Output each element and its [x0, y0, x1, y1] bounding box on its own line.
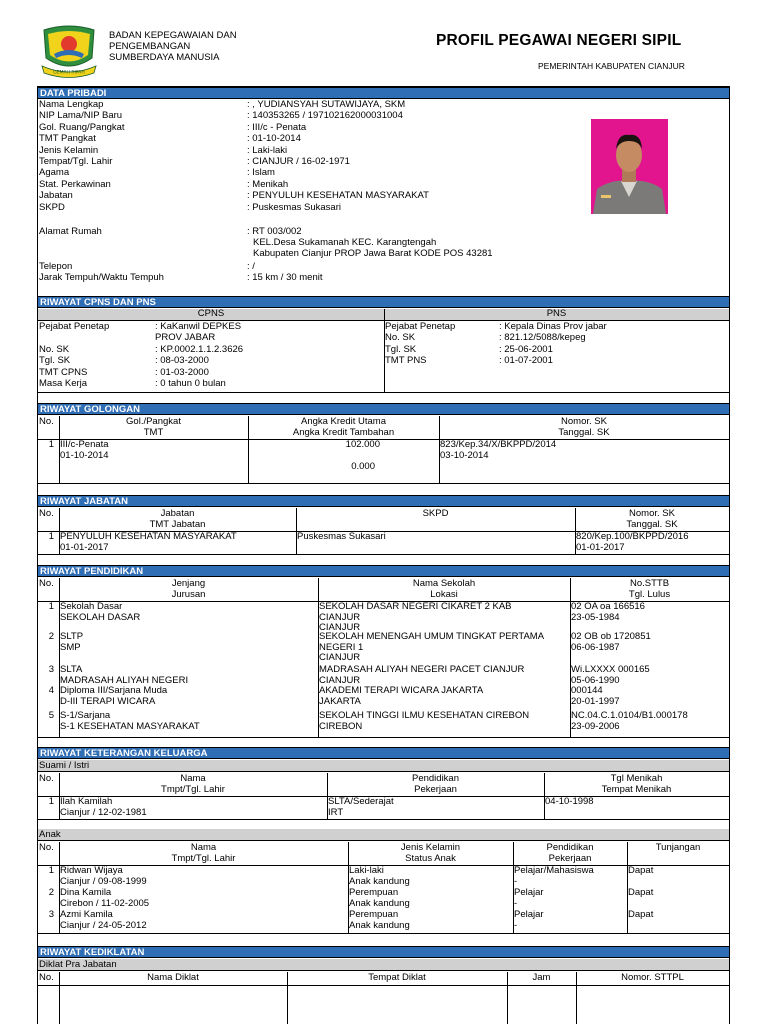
- row-sekolah: SEKOLAH DASAR NEGERI CIKARET 2 KAB: [319, 601, 512, 612]
- field-label: Jabatan: [39, 190, 73, 202]
- row-pekerjaan: IRT: [328, 807, 344, 818]
- field-label: Agama: [39, 167, 70, 179]
- regency-crest-icon: [38, 24, 100, 80]
- row-no: 1: [48, 796, 54, 807]
- row-gol: III/c-Penata: [60, 439, 109, 450]
- field-label: Stat. Perkawinan: [39, 178, 111, 190]
- alamat-line-1: : RT 003/002: [247, 226, 302, 237]
- row-sk-no: 823/Kep.34/X/BKPPD/2014: [440, 439, 557, 450]
- table-rule: [38, 554, 729, 555]
- section-golongan: RIWAYAT GOLONGAN: [38, 403, 729, 415]
- row-pendidikan: Pelajar: [514, 909, 544, 920]
- row-sttb: 000144: [571, 685, 603, 696]
- row-jurusan: SEKOLAH DASAR: [60, 611, 141, 623]
- pns-value: : Kepala Dinas Prov jabar: [499, 321, 607, 332]
- row-sekolah: AKADEMI TERAPI WICARA JAKARTA: [319, 685, 484, 696]
- row-no: 4: [48, 685, 54, 696]
- field-value: : , YUDIANSYAH SUTAWIJAYA, SKM: [247, 99, 406, 110]
- row-lulus: 23-05-1984: [571, 611, 620, 623]
- header-nama: Nama: [190, 842, 217, 853]
- header-status-anak: Status Anak: [405, 853, 456, 864]
- agency-line: PENGEMBANGAN: [109, 41, 191, 52]
- row-pekerjaan: -: [514, 897, 518, 909]
- header-pendidikan: Pendidikan: [411, 773, 459, 784]
- row-lulus: 06-06-1987: [571, 641, 620, 653]
- row-sekolah: SEKOLAH TINGGI ILMU KESEHATAN CIREBON: [319, 710, 530, 721]
- header-gol: Gol./Pangkat: [126, 416, 181, 427]
- pns-header: PNS: [546, 308, 567, 319]
- alamat-line-3: Kabupaten Cianjur PROP Jawa Barat KODE POS 43281: [253, 248, 493, 259]
- page-title: PROFIL PEGAWAI NEGERI SIPIL: [436, 32, 682, 49]
- row-jurusan: SMP: [60, 641, 81, 653]
- row-status-anak: Anak kandung: [349, 919, 410, 931]
- row-sekolah: CIANJUR: [319, 622, 361, 633]
- field-value: : Puskesmas Sukasari: [247, 201, 341, 213]
- row-nama: Azmi Kamila: [60, 909, 113, 920]
- row-jenjang: Diploma III/Sarjana Muda: [60, 685, 168, 696]
- agency-line: SUMBERDAYA MANUSIA: [109, 52, 220, 63]
- cpns-value: : 08-03-2000: [155, 355, 209, 367]
- field-label: Gol. Ruang/Pangkat: [39, 121, 125, 133]
- header-lahir: Tmpt/Tgl. Lahir: [171, 853, 236, 864]
- row-sk-tgl: 03-10-2014: [440, 450, 489, 461]
- header-no: No.: [39, 842, 54, 853]
- diklat-pra-jabatan-label: Diklat Pra Jabatan: [38, 959, 729, 971]
- row-sk-no: 820/Kep.100/BKPPD/2016: [576, 531, 689, 542]
- row-jenjang: Sekolah Dasar: [60, 601, 123, 612]
- row-status-anak: Anak kandung: [349, 875, 410, 887]
- cpns-value: : 0 tahun 0 bulan: [155, 378, 226, 389]
- agency-line: BADAN KEPEGAWAIAN DAN: [109, 30, 237, 41]
- cpns-header: CPNS: [197, 308, 225, 319]
- alamat-line-2: KEL.Desa Sukamanah KEC. Karangtengah: [253, 237, 437, 248]
- row-pekerjaan: -: [514, 919, 518, 931]
- row-sekolah: SEKOLAH MENENGAH UMUM TINGKAT PERTAMA: [319, 631, 545, 642]
- row-jenis-kelamin: Perempuan: [349, 887, 399, 898]
- row-lulus: 23-09-2006: [571, 720, 620, 732]
- header-nama-diklat: Nama Diklat: [147, 972, 199, 983]
- cpns-value: : 01-03-2000: [155, 366, 209, 378]
- header-jurusan: Jurusan: [171, 589, 206, 600]
- cpns-label: Masa Kerja: [39, 378, 88, 389]
- cpns-value: : KaKanwil DEPKES: [155, 321, 242, 332]
- header-skpd: SKPD: [422, 508, 449, 519]
- header-tmt-jabatan: TMT Jabatan: [149, 519, 206, 530]
- header-jenjang: Jenjang: [171, 578, 206, 589]
- header-sk-tgl: Tanggal. SK: [626, 519, 678, 530]
- row-tunjangan: Dapat: [628, 909, 654, 920]
- cpns-label: Tgl. SK: [39, 355, 71, 367]
- agency-name: [109, 30, 237, 63]
- page-subtitle: PEMERINTAH KABUPATEN CIANJUR: [538, 61, 685, 71]
- document-header: [0, 0, 768, 82]
- telepon-label: Telepon: [39, 261, 73, 272]
- header-tgl-menikah: Tgl Menikah: [610, 773, 663, 784]
- row-no: 1: [48, 601, 54, 612]
- header-sttpl: Nomor. STTPL: [621, 972, 684, 983]
- pns-label: TMT PNS: [385, 355, 427, 367]
- header-sk-no: Nomor. SK: [629, 508, 675, 519]
- row-sttb: 02 OB ob 1720851: [571, 631, 651, 642]
- table-rule: [38, 933, 729, 934]
- section-kediklatan: RIWAYAT KEDIKLATAN: [38, 946, 729, 958]
- header-lulus: Tgl. Lulus: [628, 589, 671, 600]
- row-lulus: 20-01-1997: [571, 695, 620, 707]
- header-tunjangan: Tunjangan: [655, 842, 701, 853]
- row-lahir: Cianjur / 24-05-2012: [60, 919, 147, 931]
- row-ak-tambahan: 0.000: [351, 461, 375, 472]
- header-pekerjaan: Pekerjaan: [548, 853, 592, 864]
- row-sttb: 02 OA oa 166516: [571, 601, 645, 612]
- header-jenis-kelamin: Jenis Kelamin: [400, 842, 461, 853]
- row-nama: Dina Kamila: [60, 887, 112, 898]
- field-value: : Islam: [247, 167, 275, 179]
- pns-label: No. SK: [385, 332, 416, 344]
- header-sekolah: Nama Sekolah: [412, 578, 476, 589]
- header-tempat-diklat: Tempat Diklat: [368, 972, 426, 983]
- row-no: 5: [48, 710, 54, 721]
- telepon-value: : /: [247, 261, 255, 272]
- row-jenjang: SLTA: [60, 664, 83, 675]
- header-sk-tgl: Tanggal. SK: [558, 427, 610, 438]
- field-label: Jenis Kelamin: [39, 144, 99, 156]
- section-keluarga: RIWAYAT KETERANGAN KELUARGA: [38, 747, 729, 759]
- field-value: : 140353265 / 197102162000031004: [247, 110, 403, 122]
- field-value: : III/c - Penata: [247, 121, 307, 133]
- row-pendidikan: Pelajar/Mahasiswa: [514, 865, 594, 876]
- row-no: 1: [48, 865, 54, 876]
- header-tempat-menikah: Tempat Menikah: [601, 784, 672, 795]
- header-no: No.: [39, 773, 54, 784]
- field-value: : PENYULUH KESEHATAN MASYARAKAT: [247, 190, 429, 202]
- row-no: 1: [48, 531, 54, 542]
- field-label: Tempat/Tgl. Lahir: [39, 156, 113, 167]
- row-no: 1: [48, 439, 54, 450]
- header-sk-no: Nomor. SK: [561, 416, 607, 427]
- row-jurusan: MADRASAH ALIYAH NEGERI: [60, 674, 189, 686]
- field-label: TMT Pangkat: [39, 133, 96, 145]
- row-no: 3: [48, 909, 54, 920]
- row-tunjangan: Dapat: [628, 887, 654, 898]
- table-rule: [38, 483, 729, 484]
- row-sekolah: JAKARTA: [319, 695, 361, 707]
- header-pendidikan: Pendidikan: [546, 842, 594, 853]
- row-tmt: 01-10-2014: [60, 450, 109, 461]
- field-value: : Laki-laki: [247, 144, 288, 156]
- table-rule: [38, 985, 729, 986]
- jarak-value: : 15 km / 30 menit: [247, 272, 323, 283]
- field-value: : 01-10-2014: [247, 133, 301, 145]
- row-skpd: Puskesmas Sukasari: [297, 531, 386, 542]
- anak-label: Anak: [38, 829, 729, 841]
- row-jurusan: D-III TERAPI WICARA: [60, 695, 156, 707]
- alamat-label: Alamat Rumah: [39, 226, 102, 237]
- row-no: 3: [48, 664, 54, 675]
- section-pendidikan: RIWAYAT PENDIDIKAN: [38, 565, 729, 577]
- header-sttb: No.STTB: [629, 578, 670, 589]
- field-label: Nama Lengkap: [39, 99, 104, 110]
- row-sk-tgl: 01-01-2017: [576, 542, 625, 553]
- pns-label: Pejabat Penetap: [385, 321, 456, 332]
- row-tgl-menikah: 04-10-1998: [545, 796, 594, 807]
- row-no: 2: [48, 631, 54, 642]
- field-label: SKPD: [39, 201, 65, 213]
- employee-photo: [591, 119, 668, 214]
- header-lokasi: Lokasi: [430, 589, 458, 600]
- section-data-pribadi: DATA PRIBADI: [38, 87, 729, 99]
- header-no: No.: [39, 508, 54, 519]
- row-lahir: Cirebon / 11-02-2005: [60, 897, 150, 909]
- cpns-label: No. SK: [39, 343, 70, 355]
- row-pendidikan: SLTA/Sederajat: [328, 796, 394, 807]
- field-value: : CIANJUR / 16-02-1971: [247, 156, 350, 167]
- pns-value: : 01-07-2001: [499, 355, 553, 367]
- row-sekolah: CIANJUR: [319, 611, 361, 623]
- table-rule: [38, 439, 729, 440]
- row-jurusan: S-1 KESEHATAN MASYARAKAT: [60, 720, 200, 732]
- cpns-label: TMT CPNS: [39, 366, 88, 378]
- header-no: No.: [39, 416, 54, 427]
- table-rule: [38, 819, 729, 820]
- row-ak-utama: 102.000: [345, 439, 380, 450]
- row-tunjangan: Dapat: [628, 865, 654, 876]
- header-lahir: Tmpt/Tgl. Lahir: [161, 784, 225, 795]
- row-sekolah: CIANJUR: [319, 652, 361, 663]
- header-no: No.: [39, 578, 54, 589]
- section-cpns-pns: RIWAYAT CPNS DAN PNS: [38, 296, 729, 308]
- header-no: No.: [39, 972, 54, 983]
- profile-frame: [37, 86, 730, 1024]
- header-jam: Jam: [532, 972, 551, 983]
- row-sekolah: MADRASAH ALIYAH NEGERI PACET CIANJUR: [319, 664, 525, 675]
- header-ak-utama: Angka Kredit Utama: [300, 416, 386, 427]
- row-jenis-kelamin: Laki-laki: [349, 865, 384, 876]
- row-jenis-kelamin: Perempuan: [349, 909, 399, 920]
- row-sekolah: CIREBON: [319, 720, 363, 732]
- row-jenjang: SLTP: [60, 631, 84, 642]
- row-sekolah: NEGERI 1: [319, 641, 364, 653]
- cpns-value: PROV JABAR: [155, 332, 216, 344]
- suami-istri-label: Suami / Istri: [38, 760, 729, 772]
- table-rule: [38, 737, 729, 738]
- logo-motto: GEMAH RIPAH: [53, 70, 85, 76]
- cpns-label: Pejabat Penetap: [39, 321, 110, 332]
- cpns-value: : KP.0002.1.1.2.3626: [155, 343, 244, 355]
- header-nama: Nama: [180, 773, 206, 784]
- row-pendidikan: Pelajar: [514, 887, 544, 898]
- pns-value: : 25-06-2001: [499, 343, 553, 355]
- row-sttb: Wi.LXXXX 000165: [571, 664, 650, 675]
- row-nama: Ilah Kamilah: [60, 796, 113, 807]
- row-jabatan: PENYULUH KESEHATAN MASYARAKAT: [60, 531, 237, 542]
- row-nama: Ridwan Wijaya: [60, 865, 123, 876]
- field-value: : Menikah: [247, 178, 289, 190]
- row-lahir: Cianjur / 12-02-1981: [60, 807, 147, 818]
- header-jabatan: Jabatan: [160, 508, 195, 519]
- field-label: NIP Lama/NIP Baru: [39, 110, 123, 122]
- row-sttb: NC.04.C.1.0104/B1.000178: [571, 710, 688, 721]
- header-ak-tambahan: Angka Kredit Tambahan: [292, 427, 395, 438]
- row-jenjang: S-1/Sarjana: [60, 710, 111, 721]
- row-sekolah: CIANJUR: [319, 674, 361, 686]
- row-pekerjaan: -: [514, 875, 518, 887]
- section-jabatan: RIWAYAT JABATAN: [38, 495, 729, 507]
- row-status-anak: Anak kandung: [349, 897, 410, 909]
- cpns-bottom: [38, 392, 729, 393]
- row-lahir: Cianjur / 09-08-1999: [60, 875, 147, 887]
- header-pekerjaan: Pekerjaan: [414, 784, 457, 795]
- row-no: 2: [48, 887, 54, 898]
- row-lulus: 05-06-1990: [571, 674, 620, 686]
- jarak-label: Jarak Tempuh/Waktu Tempuh: [39, 272, 164, 283]
- pns-value: : 821.12/5088/kepeg: [499, 332, 586, 344]
- pns-label: Tgl. SK: [385, 343, 417, 355]
- header-tmt: TMT: [143, 427, 164, 438]
- row-tmt: 01-01-2017: [60, 542, 109, 553]
